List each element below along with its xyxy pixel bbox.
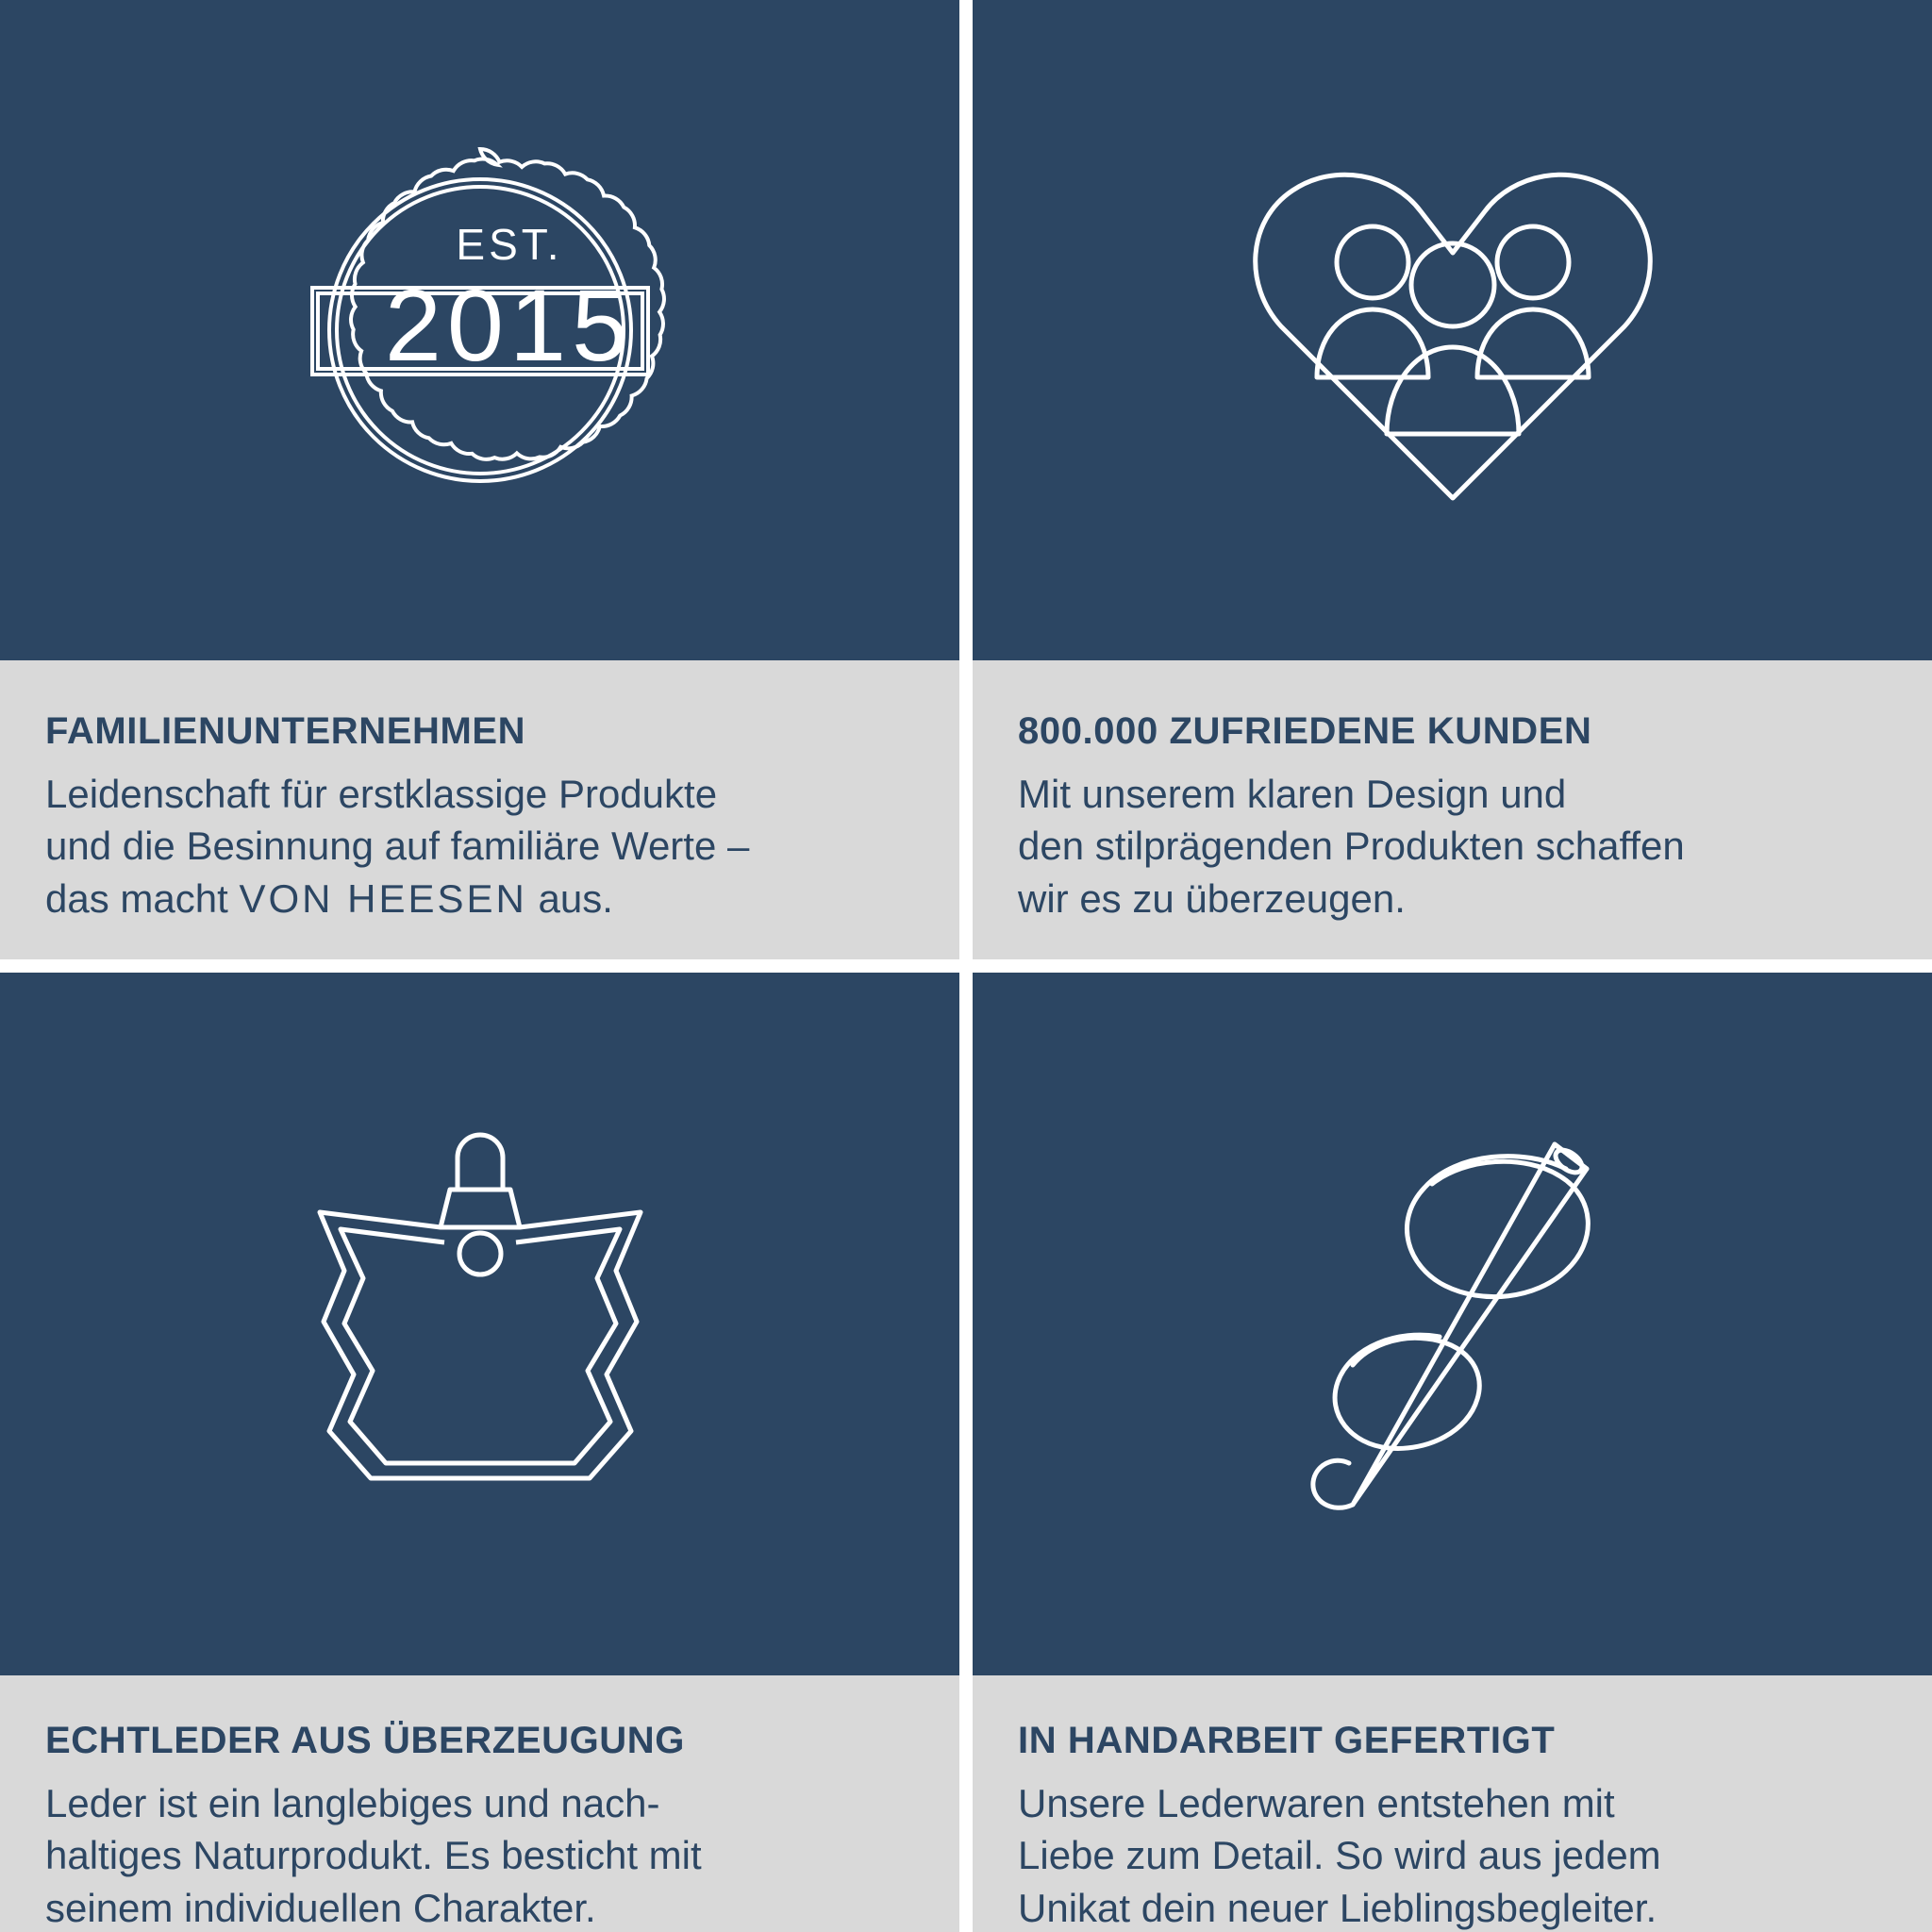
card-headline: FAMILIENUNTERNEHMEN	[45, 710, 526, 752]
text-panel-customers	[973, 660, 1932, 959]
body-line-2: haltiges Naturprodukt. Es besticht mit	[45, 1833, 702, 1878]
icon-panel-needle-thread	[973, 973, 1932, 1675]
body-line-2: den stilprägenden Produkten schaffen	[1018, 824, 1685, 869]
body-line-2: und die Besinnung auf familiäre Werte –	[45, 824, 750, 869]
feature-card-customers	[973, 0, 1932, 959]
icon-panel-leather-hide	[0, 973, 959, 1675]
brand-name: VON HEESEN	[239, 875, 527, 921]
feature-card-leather	[0, 973, 959, 1932]
card-body	[45, 1777, 914, 1932]
card-headline: IN HANDARBEIT GEFERTIGT	[1018, 1720, 1556, 1761]
card-body	[1018, 1777, 1887, 1932]
body-line-3-suffix: aus.	[526, 875, 613, 921]
body-line-3-prefix: das macht	[45, 875, 240, 921]
card-headline: ECHTLEDER AUS ÜBERZEUGUNG	[45, 1720, 685, 1761]
body-line-3: seinem individuellen Charakter.	[45, 1885, 596, 1930]
needle-and-thread-icon	[1255, 1112, 1651, 1537]
body-line-2: Liebe zum Detail. So wird aus jedem	[1018, 1833, 1661, 1878]
icon-panel-est-badge	[0, 0, 959, 660]
text-panel-family-business	[0, 660, 959, 959]
card-body	[1018, 768, 1887, 924]
body-line-1: Mit unserem klaren Design und	[1018, 772, 1567, 816]
badge-year-label: 2015	[384, 268, 635, 382]
body-line-3: wir es zu überzeugen.	[1018, 875, 1406, 921]
body-line-1: Leder ist ein langlebiges und nach-	[45, 1781, 660, 1825]
body-line-1: Unsere Lederwaren entstehen mit	[1018, 1781, 1615, 1825]
text-panel-handmade	[973, 1675, 1932, 1932]
body-line-1: Leidenschaft für erstklassige Produkte	[45, 772, 718, 816]
icon-panel-heart-people	[973, 0, 1932, 660]
feature-card-family-business	[0, 0, 959, 959]
body-line-3: Unikat dein neuer Lieblingsbegleiter.	[1018, 1885, 1657, 1930]
card-body	[45, 768, 914, 924]
card-headline: 800.000 ZUFRIEDENE KUNDEN	[1018, 710, 1592, 752]
feature-card-handmade	[973, 973, 1932, 1932]
heart-with-people-icon	[1236, 142, 1670, 519]
text-panel-leather	[0, 1675, 959, 1932]
badge-est-label: EST.	[456, 220, 563, 269]
leather-hide-tag-icon	[282, 1122, 678, 1527]
est-badge-2015-icon	[254, 123, 707, 538]
